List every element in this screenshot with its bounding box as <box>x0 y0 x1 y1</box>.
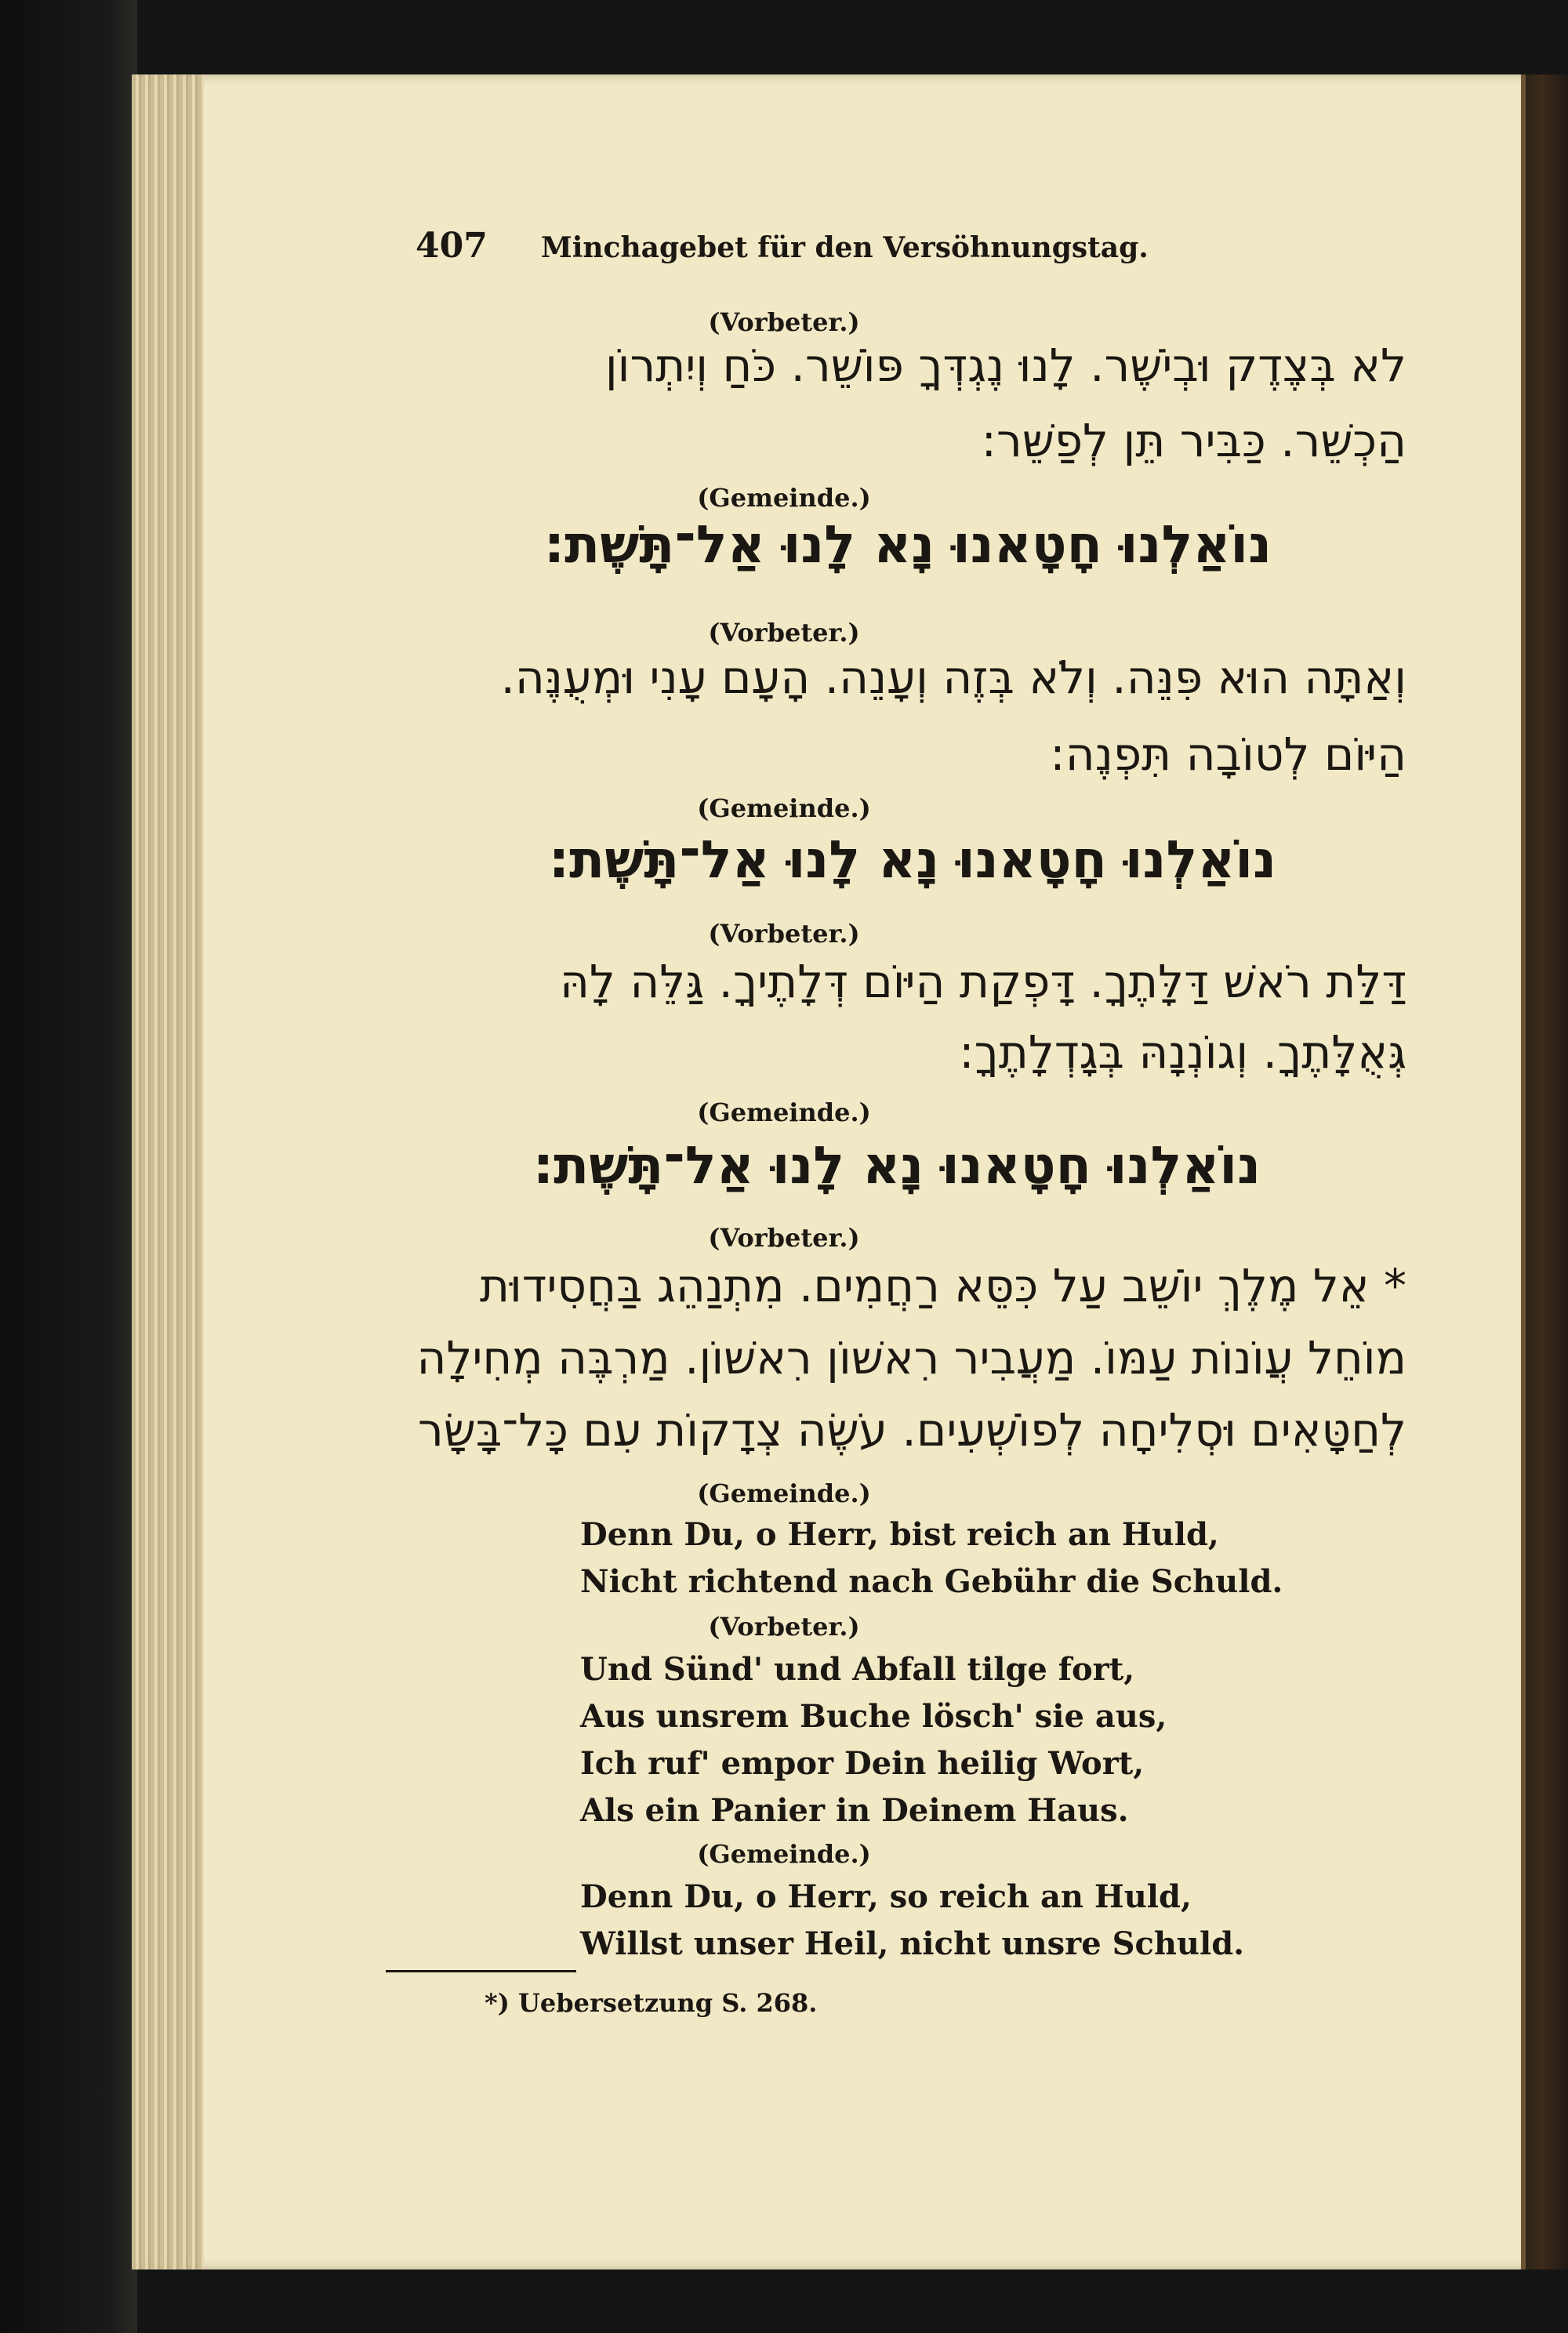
hebrew-refrain: נוֹאַלְנוּ חָטָאנוּ נָא לָנוּ אַל־תָּשֶׁת: <box>548 829 1276 890</box>
german-verse-line: Nicht richtend nach Gebühr die Schuld. <box>580 1563 1283 1600</box>
page-number: 407 <box>416 226 488 266</box>
german-verse-line: Ich ruf' empor Dein heilig Wort, <box>580 1745 1145 1782</box>
hebrew-line: הַכְשֵׁר. כַּבִּיר תֵּן לְפַשֵּׁר: <box>981 414 1406 467</box>
speaker-label: (Gemeinde.) <box>697 483 871 513</box>
page-header <box>416 226 1200 266</box>
german-verse-line: Und Sünd' und Abfall tilge fort, <box>580 1651 1135 1688</box>
hebrew-line: וְאַתָּה הוּא פִּנֵּה. וְלֹא בְּזֶה וְעָנֵה. הָעָם עָנִי וּמְעֻנֶּה. <box>500 651 1406 704</box>
hebrew-line: * אֵל מֶלֶךְ יוֹשֵׁב עַל כִּסֵּא רַחֲמִים. מִתְנַהֵג בַּחֲסִידוּת <box>479 1259 1406 1312</box>
german-verse-line: Denn Du, o Herr, bist reich an Huld, <box>580 1516 1219 1553</box>
speaker-label: (Gemeinde.) <box>697 1479 871 1508</box>
german-verse-line: Willst unser Heil, nicht unsre Schuld. <box>580 1925 1245 1962</box>
speaker-label: (Vorbeter.) <box>708 618 860 648</box>
speaker-label: (Gemeinde.) <box>697 1839 871 1869</box>
hebrew-refrain: נוֹאַלְנוּ חָטָאנוּ נָא לָנוּ אַל־תָּשֶׁת: <box>532 1135 1261 1196</box>
german-verse-line: Als ein Panier in Deinem Haus. <box>580 1792 1129 1829</box>
speaker-label: (Gemeinde.) <box>697 793 871 823</box>
running-title: Minchagebet für den Versöhnungstag. <box>540 231 1149 264</box>
speaker-label: (Vorbeter.) <box>708 1223 860 1253</box>
footnote-rule <box>386 1970 576 1972</box>
hebrew-refrain: נוֹאַלְנוּ חָטָאנוּ נָא לָנוּ אַל־תָּשֶׁת: <box>543 514 1272 575</box>
german-verse-line: Denn Du, o Herr, so reich an Huld, <box>580 1878 1192 1915</box>
book-cover-edge <box>1526 74 1568 2270</box>
page-edges <box>132 74 204 2270</box>
speaker-label: (Vorbeter.) <box>708 1612 860 1642</box>
hebrew-line: לא בְּצֶדֶק וּבְיֹשֶׁר. לָנוּ נֶגְדְּךָ פּוֹשֵׁר. כֹּחַ וְיִתְרוֹן <box>604 339 1406 392</box>
speaker-label: (Gemeinde.) <box>697 1098 871 1127</box>
spine-shadow <box>0 0 137 2333</box>
footnote: *) Uebersetzung S. 268. <box>485 1988 818 2018</box>
hebrew-line: גְּאֻלָּתֶךָ. וְגוֹנְנָהּ בְּגָדְלָתֶךָ: <box>959 1025 1406 1079</box>
german-verse-line: Aus unsrem Buche lösch' sie aus, <box>580 1698 1167 1735</box>
hebrew-line: מוֹחֵל עֲוֹנוֹת עַמּוֹ. מַעֲבִיר רִאשׁוֹן רִאשׁוֹן. מַרְבֶּה מְחִילָה <box>416 1331 1406 1384</box>
hebrew-line: דַּלַּת רֹאשׁ דַּלָּתֶךָ. דָּפְקַת הַיּוֹם דְּלָתֶיךָ. גַּלֵּה לָהּ <box>560 955 1406 1008</box>
speaker-label: (Vorbeter.) <box>708 919 860 949</box>
speaker-label: (Vorbeter.) <box>708 307 860 337</box>
hebrew-line: לְחַטָּאִים וּסְלִיחָה לְפוֹשְׁעִים. עֹשֶׂה צְדָקוֹת עִם כָּל־בָּשָׂר <box>417 1403 1406 1457</box>
hebrew-line: הַיּוֹם לְטוֹבָה תִּפְנֶה: <box>1050 727 1406 781</box>
